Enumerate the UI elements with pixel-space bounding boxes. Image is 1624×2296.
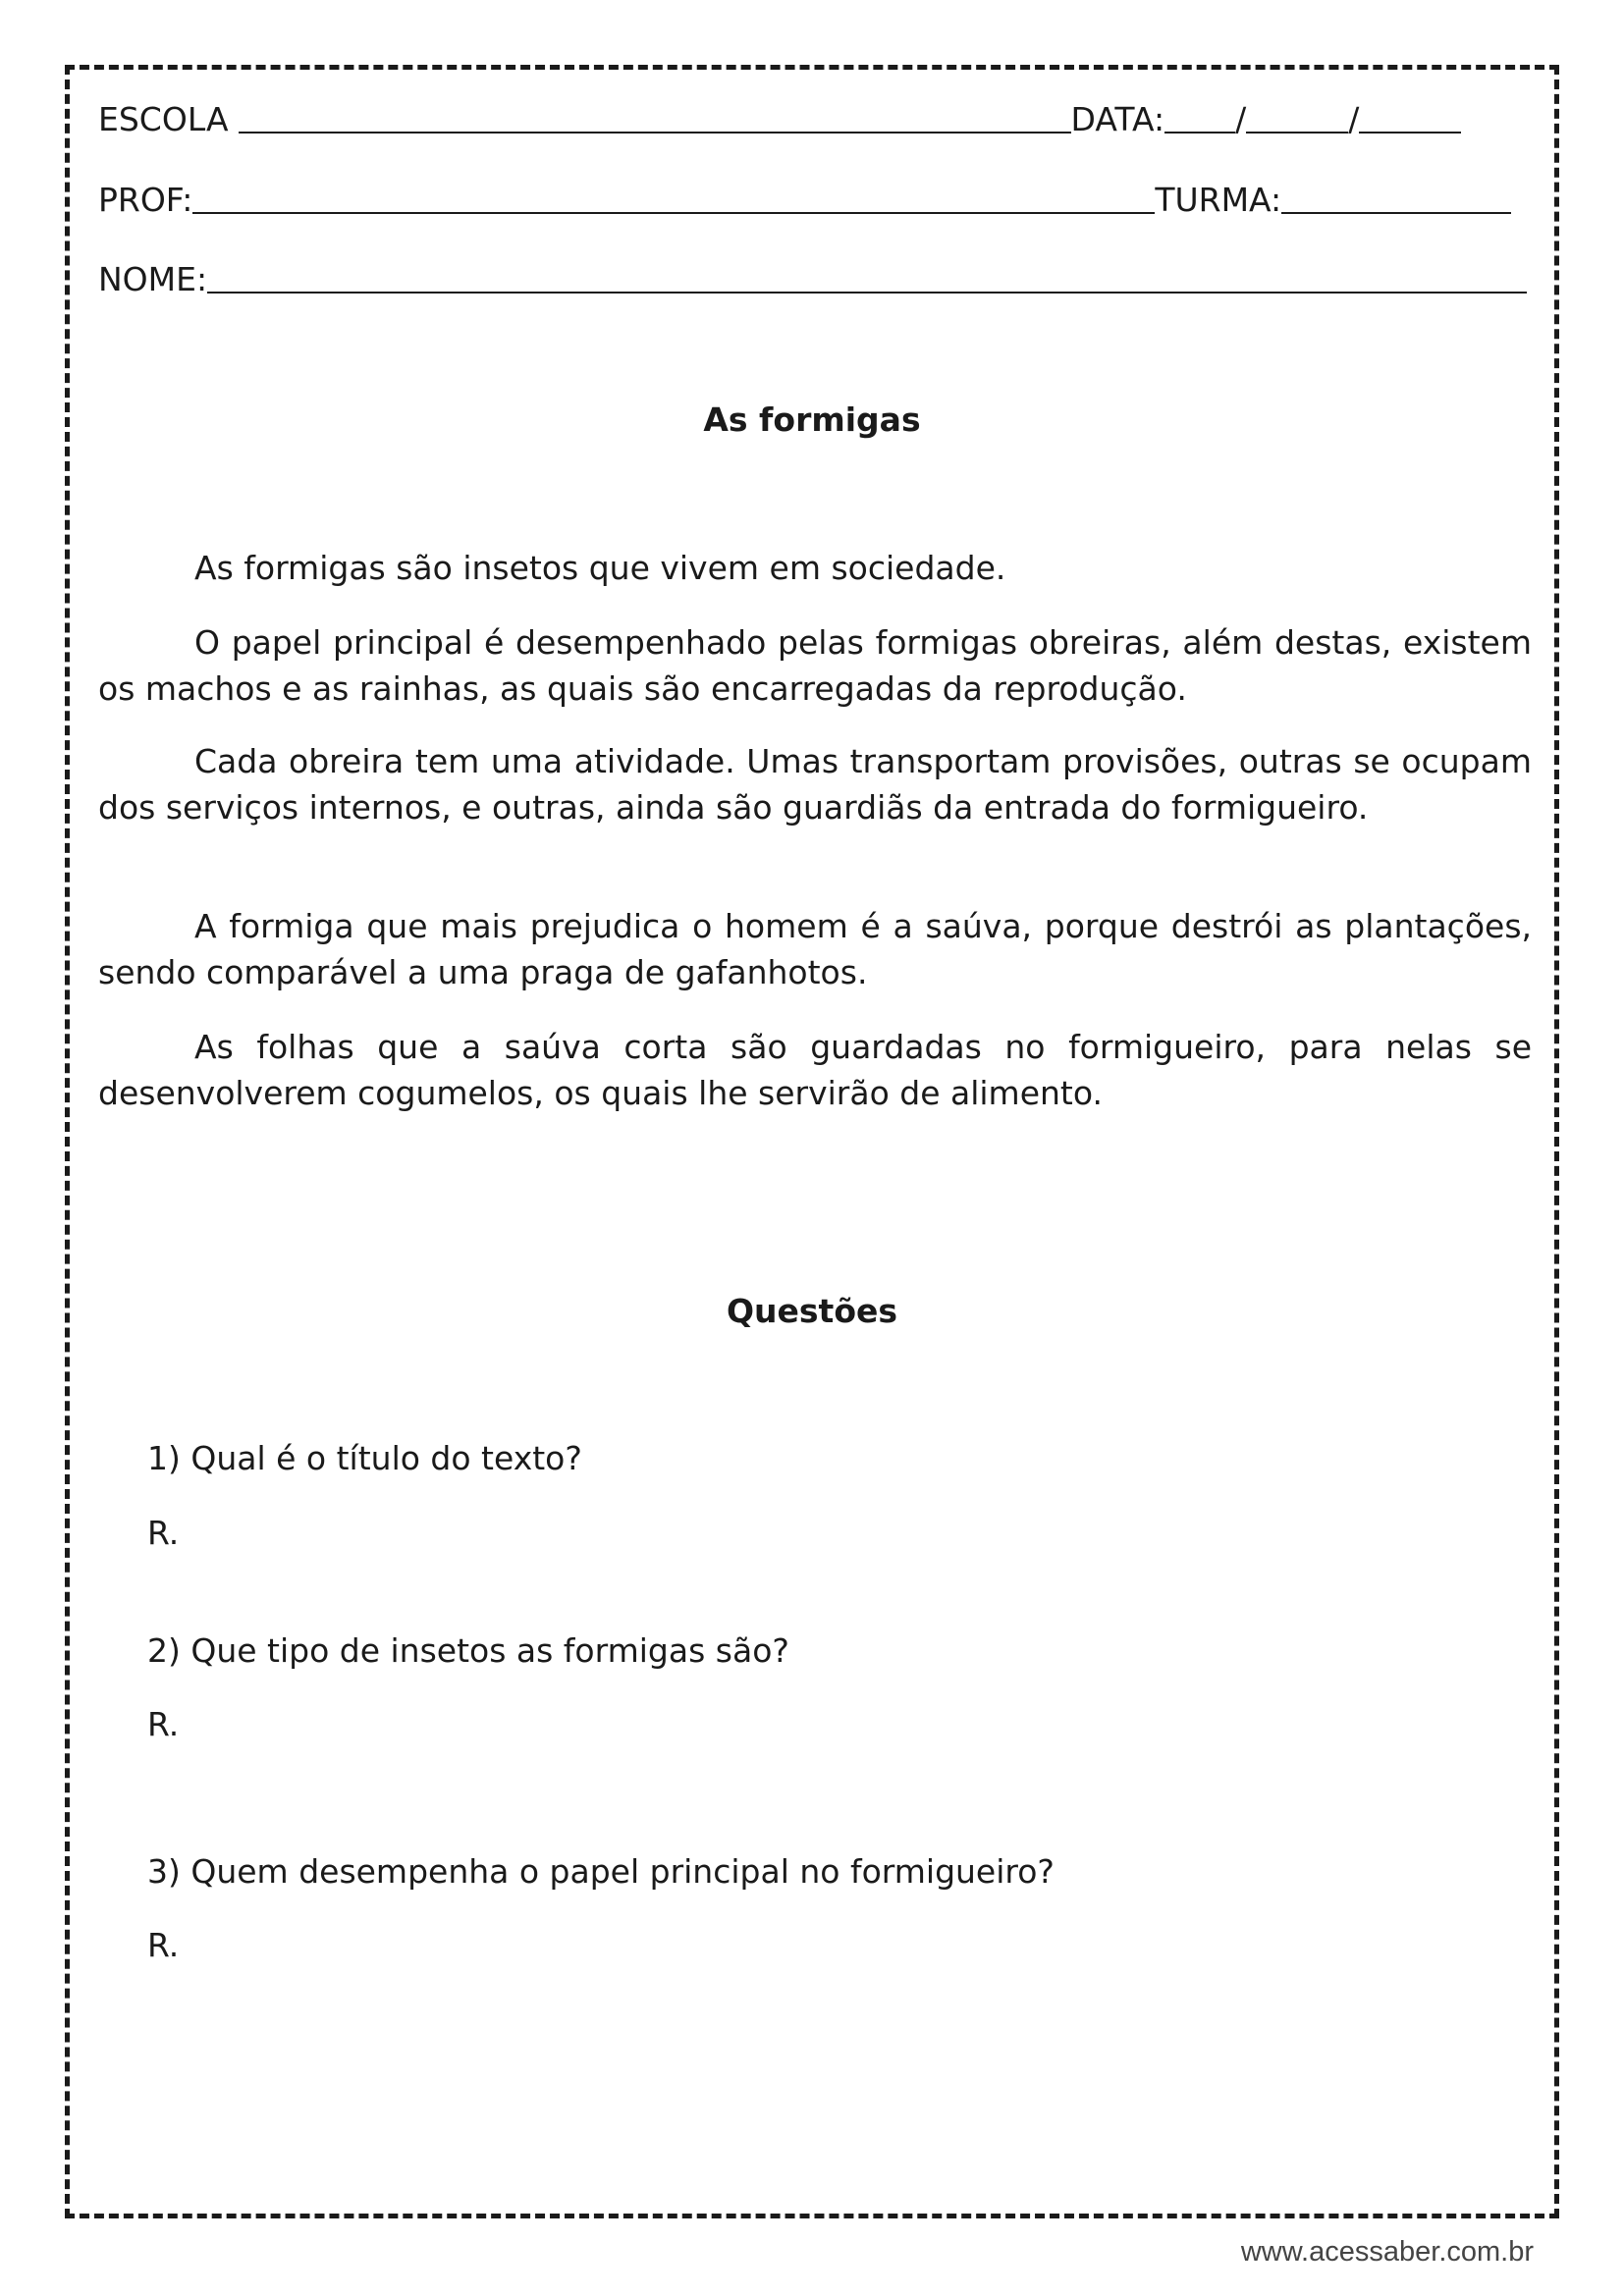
paragraph: A formiga que mais prejudica o homem é a saúva, porque destrói as plantações, sendo comparável a uma praga de gafanhotos. bbox=[98, 907, 1532, 991]
header-escola-row bbox=[98, 100, 1461, 138]
nome-field[interactable] bbox=[207, 291, 1527, 294]
prof-label: PROF: bbox=[98, 181, 193, 219]
escola-field[interactable] bbox=[239, 131, 1071, 133]
prof-field[interactable] bbox=[192, 211, 1155, 214]
date-separator: / bbox=[1348, 100, 1360, 138]
text-title: As formigas bbox=[703, 400, 921, 439]
answer-1-label: R. bbox=[147, 1514, 180, 1552]
date-year-field[interactable] bbox=[1359, 131, 1461, 133]
escola-label: ESCOLA bbox=[98, 100, 229, 138]
answer-2-label: R. bbox=[147, 1705, 180, 1743]
question-2: 2) Que tipo de insetos as formigas são? bbox=[147, 1631, 789, 1670]
date-month-field[interactable] bbox=[1246, 131, 1348, 133]
data-label: DATA: bbox=[1070, 100, 1165, 138]
footer-website: www.acessaber.com.br bbox=[1240, 2236, 1534, 2268]
question-1: 1) Qual é o título do texto? bbox=[147, 1439, 582, 1477]
header-prof-row bbox=[98, 181, 1511, 219]
paragraph: Cada obreira tem uma atividade. Umas transportam provisões, outras se ocupam dos serviços internos, e outras, ainda são guardiãs da entrada do formigueiro. bbox=[98, 742, 1532, 827]
paragraph: As folhas que a saúva corta são guardadas no formigueiro, para nelas se desenvolverem cogumelos, os quais lhe servirão de alimento. bbox=[98, 1028, 1532, 1112]
paragraph: As formigas são insetos que vivem em sociedade. bbox=[194, 549, 1006, 587]
turma-field[interactable] bbox=[1281, 211, 1511, 214]
questions-title: Questões bbox=[726, 1292, 898, 1330]
turma-label: TURMA: bbox=[1155, 181, 1282, 219]
answer-3-label: R. bbox=[147, 1926, 180, 1964]
date-day-field[interactable] bbox=[1164, 131, 1235, 133]
header-nome-row bbox=[98, 260, 1527, 298]
date-separator: / bbox=[1235, 100, 1247, 138]
question-3: 3) Quem desempenha o papel principal no formigueiro? bbox=[147, 1852, 1055, 1891]
paragraph: O papel principal é desempenhado pelas formigas obreiras, além destas, existem os machos e as rainhas, as quais são encarregadas da reprodução. bbox=[98, 623, 1532, 708]
page-border bbox=[65, 65, 1559, 2218]
nome-label: NOME: bbox=[98, 260, 208, 298]
